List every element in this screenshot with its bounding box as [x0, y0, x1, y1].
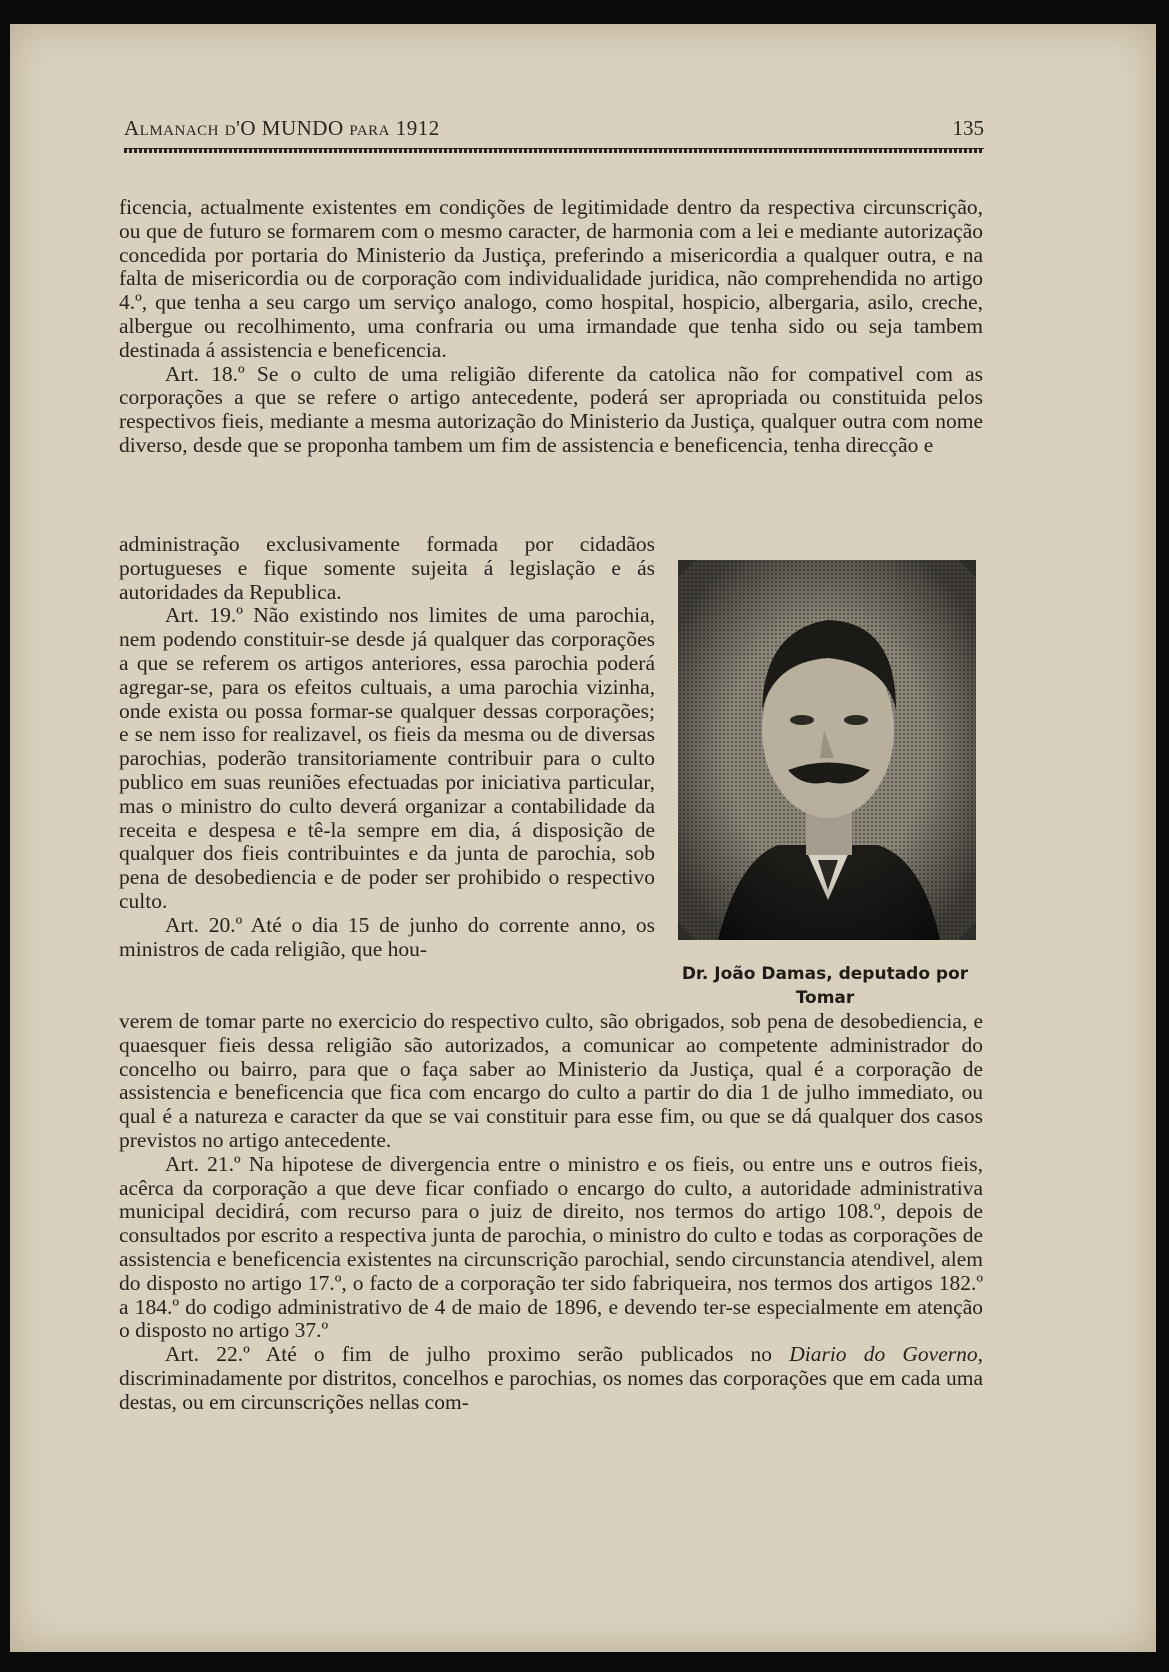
paragraph-continued: ficencia, actualmente existentes em condições de legitimidade dentro da respectiva circunscrição, ou que de futuro se formarem com o mesmo caracter, de harmonia com a lei e mediante autorização concedida por portaria do Ministerio da Justiça, preferindo a misericordia a qualquer outra, e na falta de misericordia ou de corporação com individualidade juridica, não comprehendida no artigo 4.º, que tenha a seu cargo um serviço analogo, como hospital, hospicio, albergaria, asilo, creche, albergue ou recolhimento, uma confraria ou uma irmandade que tenha sido ou seja tambem destinada á assistencia e beneficencia. — [119, 195, 983, 362]
running-header — [124, 116, 984, 144]
art-22-text-end: , discriminadamente por distritos, concelhos e parochias, os nomes das corporações que em cada uma destas, ou em circunscrições nellas com- — [119, 1342, 983, 1414]
text-block-left-column — [119, 533, 655, 961]
paragraph-art-18: Art. 18.º Se o culto de uma religião diferente da catolica não for compativel com as corporações a que se refere o artigo antecedente, poderá ser apropriada ou constituida pelos respectivos fieis, mediante a mesma autorização do Ministerio da Justiça, qualquer outra com nome diverso, desde que se proponha tambem um fim de assistencia e beneficencia, tenha direcção e — [119, 361, 983, 457]
paragraph-art-20-continued: verem de tomar parte no exercicio do respectivo culto, são obrigados, sob pena de desobediencia, e quaesquer fieis dessa religião são autorizados, a comunicar ao competente administrador do concelho ou bairro, para que o faça saber ao Ministerio da Justiça, qual é a corporação de assistencia e beneficencia que fica com encargo do culto a partir do dia 1 de julho immediato, ou qual é a natureza e caracter da que se vai constituir para esse fim, ou que se dá qualquer dos casos previstos no artigo antecedente. — [119, 1009, 983, 1152]
photo-caption: Dr. João Damas, deputado por Tomar — [681, 964, 969, 1008]
header-title: Almanach d'O MUNDO para 1912 — [124, 116, 440, 140]
text-block-top — [119, 196, 983, 458]
header-rule — [124, 148, 984, 153]
paragraph-art-22 — [119, 1343, 983, 1414]
paragraph-art-19: Art. 19.º Não existindo nos limites de uma parochia, nem podendo constituir-se desde já qualquer das corporações a que se referem os artigos anteriores, essa parochia poderá agregar-se, para os efeitos cultuais, a uma parochia vizinha, onde exista ou possa formar-se qualquer dessas corporações; e se nem isso for realizavel, os fieis da mesma ou de diversas parochias, poderão transitoriamente contribuir para o culto publico em suas reuniões efectuadas por iniciativa particular, mas o ministro do culto deverá organizar a contabilidade da receita e despesa e tê-la sempre em dia, á disposição de qualquer dos fieis contribuintes e da junta de parochia, sob pena de desobediencia e de poder ser prohibido o respectivo culto. — [119, 603, 655, 913]
diario-do-governo-title: Diario do Governo — [789, 1342, 978, 1367]
paragraph-art-18-continued: administração exclusivamente formada por cidadãos portugueses e fique somente sujeita á legislação e ás autoridades da Republica. — [119, 532, 655, 604]
art-22-text-start: Art. 22.º Até o fim de julho proximo serão publicados no — [165, 1342, 790, 1367]
text-block-bottom — [119, 1010, 983, 1415]
portrait-photo — [678, 560, 976, 940]
portrait-image — [678, 560, 976, 940]
page-number: 135 — [952, 116, 984, 140]
paragraph-art-20: Art. 20.º Até o dia 15 de junho do corrente anno, os ministros de cada religião, que hou- — [119, 912, 655, 961]
paragraph-art-21: Art. 21.º Na hipotese de divergencia entre o ministro e os fieis, ou entre uns e outros fieis, acêrca da corporação a que deve ficar confiado o encargo do culto, a autoridade administrativa municipal decidirá, com recurso para o juiz de direito, nos termos do artigo 108.º, depois de consultados por escrito a respectiva junta de parochia, o ministro do culto e todas as corporações de assistencia e beneficencia existentes na circunscrição parochial, sendo circunstancia atendivel, alem do disposto no artigo 17.º, o facto de a corporação ter sido fabriqueira, nos termos dos artigos 182.º a 184.º do codigo administrativo de 4 de maio de 1896, e devendo ter-se especialmente em atenção o disposto no artigo 37.º — [119, 1151, 983, 1343]
